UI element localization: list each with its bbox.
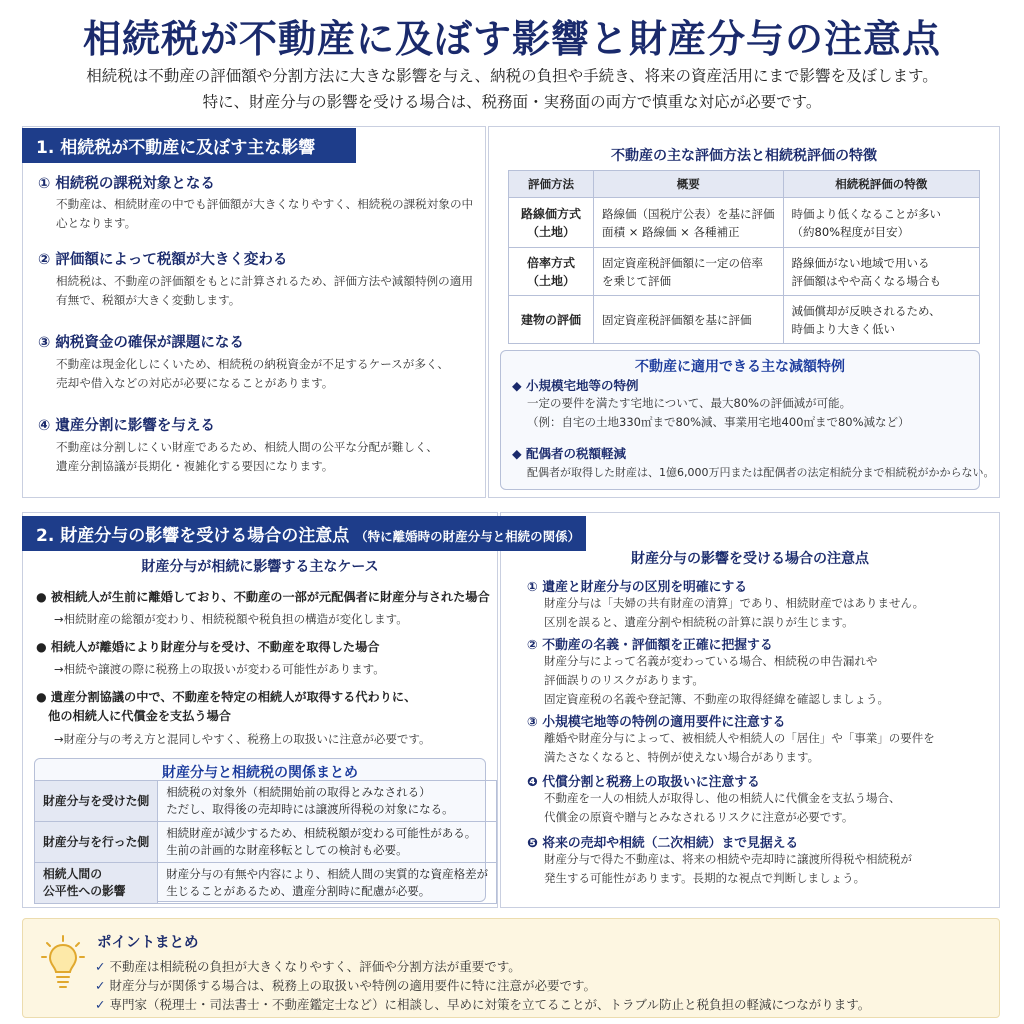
cell-line: 財産分与を行った側: [43, 834, 150, 849]
check-icon: ✓: [95, 959, 106, 974]
impact-item-4-text: [56, 438, 438, 476]
cell-line: （土地）: [527, 273, 576, 288]
cell-line: 固定資産税評価額に一定の倍率: [602, 255, 764, 270]
impact-item-4-line-2: 遺産分割協議が長期化・複雑化する要因になります。: [56, 459, 334, 473]
case-1-line-1: ● 被相続人が生前に離婚しており、不動産の一部が元配偶者に財産分与された場合: [36, 590, 490, 604]
relation-title: 財産分与と相続税の関係まとめ: [162, 765, 358, 781]
point-2-line-2: 評価誤りのリスクがあります。: [544, 673, 704, 687]
case-3-head: [36, 688, 416, 726]
page-title: 相続税が不動産に及ぼす影響と財産分与の注意点: [82, 17, 941, 61]
eval-cell-overview: [594, 296, 784, 344]
point-4-line-2: 代償金の原資や贈与とみなされるリスクに注意が必要です。: [544, 810, 854, 824]
summary-title: ポイントまとめ: [97, 935, 199, 951]
section2-title: [22, 516, 586, 551]
table-row: [509, 296, 980, 344]
point-2-text: [544, 652, 889, 709]
eval-cell-method: [509, 198, 594, 248]
table-row: [35, 863, 497, 904]
cell-line: （土地）: [527, 224, 576, 239]
point-1-text: [544, 594, 924, 632]
section2-title-main: 2. 財産分与の影響を受ける場合の注意点: [36, 526, 350, 546]
relation-row-text: [158, 781, 497, 822]
point-3-text: [544, 729, 935, 767]
cell-line: 財産分与を受けた側: [43, 793, 150, 808]
eval-cell-feature: [783, 296, 979, 344]
cell-line: 路線価がない地域で用いる: [791, 255, 930, 270]
eval-header-overview: 概要: [594, 171, 784, 198]
case-3-line-1: ● 遺産分割協議の中で、不動産を特定の相続人が取得する代わりに、: [36, 690, 417, 704]
impact-item-1-head: ① 相続税の課税対象となる: [38, 176, 215, 192]
point-5-head: ❺ 将来の売却や相続（二次相続）まで見据える: [527, 836, 799, 851]
point-3-line-2: 満たさなくなると、特例が使えない場合があります。: [544, 750, 820, 764]
point-1-line-2: 区別を誤ると、遺産分割や相続税の計算に誤りが生じます。: [544, 615, 854, 629]
eval-cell-method: [509, 296, 594, 344]
check-icon: ✓: [95, 978, 106, 993]
cell-line: ただし、取得後の売却時には譲渡所得税の対象になる。: [166, 802, 454, 816]
relation-table: [34, 780, 497, 904]
point-5-line-1: 財産分与で得た不動産は、将来の相続や売却時に譲渡所得税や相続税が: [544, 852, 912, 866]
case-1-head: [36, 588, 490, 607]
summary-item-1-text: 不動産は相続税の負担が大きくなりやすく、評価や分割方法が重要です。: [109, 959, 521, 974]
case-3-sub: →財産分与の考え方と混同しやすく、税務上の取扱いに注意が必要です。: [54, 732, 431, 746]
case-1-sub: →相続財産の総額が変わり、相続税額や税負担の構造が変化します。: [54, 612, 408, 626]
case-2-sub: →相続や譲渡の際に税務上の取扱いが変わる可能性があります。: [54, 662, 385, 676]
eval-table-header-row: [509, 171, 980, 198]
point-4-head: ❹ 代償分割と税務上の取扱いに注意する: [527, 775, 760, 790]
reduction-item-2-head: ◆ 配偶者の税額軽減: [512, 446, 626, 461]
table-row: [35, 822, 497, 863]
cell-line: 時価より低くなることが多い: [791, 206, 942, 221]
table-row: [509, 198, 980, 248]
eval-table: [508, 170, 980, 344]
point-5-text: [544, 850, 912, 888]
relation-row-label: [35, 822, 158, 863]
cell-line: 路線価方式: [521, 206, 582, 221]
impact-item-1-line-1: 不動産は、相続財産の中でも評価額が大きくなりやすく、相続税の課税対象の中: [56, 197, 474, 211]
cell-line: 路線価（国税庁公表）を基に評価: [602, 206, 775, 221]
cell-line: （約80%程度が目安）: [791, 224, 910, 239]
summary-item-3-text: 専門家（税理士・司法書士・不動産鑑定士など）に相談し、早めに対策を立てることが、トラブル防止と税負担の軽減につながります。: [109, 997, 871, 1012]
relation-row-label: [35, 781, 158, 822]
eval-cell-overview: [594, 198, 784, 248]
case-2-line-1: ● 相続人が離婚により財産分与を受け、不動産を取得した場合: [36, 640, 380, 654]
point-4-line-1: 不動産を一人の相続人が取得し、他の相続人に代償金を支払う場合、: [544, 791, 901, 805]
cell-line: を乗じて評価: [602, 273, 672, 288]
relation-row-text: [158, 863, 497, 904]
cell-line: 相続税の対象外（相続開始前の取得とみなされる）: [166, 785, 431, 799]
impact-item-3-line-2: 売却や借入などの対応が必要になることがあります。: [56, 376, 334, 390]
lead-text-2: 特に、財産分与の影響を受ける場合は、税務面・実務面の両方で慎重な対応が必要です。: [202, 93, 822, 111]
cell-line: 減価償却が反映されるため、: [791, 303, 941, 318]
point-1-line-1: 財産分与は「夫婦の共有財産の清算」であり、相続財産ではありません。: [544, 596, 925, 610]
eval-header-feature: 相続税評価の特徴: [783, 171, 979, 198]
cell-line: 生じることがあるため、遺産分割時に配慮が必要。: [166, 884, 431, 898]
impact-item-2-head: ② 評価額によって税額が大きく変わる: [38, 252, 288, 268]
summary-item-2-text: 財産分与が関係する場合は、税務上の取扱いや特例の適用要件に特に注意が必要です。: [109, 978, 596, 993]
eval-cell-feature: [783, 198, 979, 248]
case-2-head: [36, 638, 379, 657]
summary-item-2: [95, 976, 596, 994]
summary-box: [22, 918, 1000, 1018]
case-3-line-2: 他の相続人に代償金を支払う場合: [36, 709, 231, 723]
reduction-item-1-line-2: （例：自宅の土地330㎡まで80%減、事業用宅地400㎡まで80%減など）: [527, 415, 910, 429]
summary-item-1: [95, 957, 521, 975]
eval-cell-feature: [783, 248, 979, 296]
relation-row-label: [35, 863, 158, 904]
points-title: 財産分与の影響を受ける場合の注意点: [631, 551, 869, 567]
impact-item-3-head: ③ 納税資金の確保が課題になる: [38, 335, 244, 351]
cell-line: 財産分与の有無や内容により、相続人間の実質的な資産格差が: [166, 867, 489, 881]
reduction-item-2-line-1: 配偶者が取得した財産は、1億6,000万円または配偶者の法定相続分まで相続税がかからない。: [527, 466, 995, 479]
relation-row-text: [158, 822, 497, 863]
cell-line: 生前の計画的な財産移転としての検討も必要。: [166, 843, 408, 857]
cell-line: 固定資産税評価額を基に評価: [602, 312, 752, 327]
reduction-item-1-text: [527, 394, 910, 432]
cell-line: 建物の評価: [521, 312, 582, 327]
cell-line: 時価より大きく低い: [791, 321, 896, 336]
cell-line: 相続財産が減少するため、相続税額が変わる可能性がある。: [166, 826, 477, 840]
point-2-line-1: 財産分与によって名義が変わっている場合、相続税の申告漏れや: [544, 654, 878, 668]
cases-title: 財産分与が相続に影響する主なケース: [141, 559, 379, 575]
impact-item-1-text: [56, 195, 473, 233]
cell-line: 公平性への影響: [43, 884, 126, 898]
eval-table-title: 不動産の主な評価方法と相続税評価の特徴: [611, 148, 877, 164]
impact-item-3-text: [56, 355, 449, 393]
point-1-head: ① 遺産と財産分与の区別を明確にする: [527, 580, 748, 595]
point-2-head: ② 不動産の名義・評価額を正確に把握する: [527, 638, 773, 653]
reduction-item-1-head: ◆ 小規模宅地等の特例: [512, 378, 639, 393]
cell-line: 倍率方式: [527, 255, 576, 270]
point-3-head: ③ 小規模宅地等の特例の適用要件に注意する: [527, 715, 786, 730]
impact-item-4-head: ④ 遺産分割に影響を与える: [38, 418, 215, 434]
impact-item-4-line-1: 不動産は分割しにくい財産であるため、相続人間の公平な分配が難しく、: [56, 440, 438, 454]
impact-item-2-text: [56, 272, 473, 310]
table-row: [35, 781, 497, 822]
reduction-item-2-text: [527, 463, 995, 482]
cell-line: 面積 × 路線価 × 各種補正: [602, 224, 740, 239]
eval-cell-overview: [594, 248, 784, 296]
section1-title: 1. 相続税が不動産に及ぼす主な影響: [22, 128, 356, 163]
eval-header-method: 評価方法: [509, 171, 594, 198]
reduction-item-1-line-1: 一定の要件を満たす宅地について、最大80%の評価減が可能。: [527, 396, 852, 410]
reduction-title: 不動産に適用できる主な減額特例: [635, 359, 845, 375]
cell-line: 評価額はやや高くなる場合も: [791, 273, 942, 288]
lightbulb-icon: [41, 935, 85, 991]
point-2-line-3: 固定資産税の名義や登記簿、不動産の取得経緯を確認しましょう。: [544, 692, 889, 706]
section2-title-note: （特に離婚時の財産分与と相続の関係）: [355, 529, 581, 544]
table-row: [509, 248, 980, 296]
impact-item-2-line-1: 相続税は、不動産の評価額をもとに計算されるため、評価方法や減額特例の適用: [56, 274, 473, 288]
summary-item-3: [95, 995, 870, 1013]
impact-item-2-line-2: 有無で、税額が大きく変動します。: [56, 293, 241, 307]
lead-text-1: 相続税は不動産の評価額や分割方法に大きな影響を与え、納税の負担や手続き、将来の資産活用にまで影響を及ぼします。: [86, 67, 938, 85]
impact-item-3-line-1: 不動産は現金化しにくいため、相続税の納税資金が不足するケースが多く、: [56, 357, 449, 371]
check-icon: ✓: [95, 997, 106, 1012]
eval-cell-method: [509, 248, 594, 296]
impact-item-1-line-2: 心となります。: [56, 216, 137, 230]
point-5-line-2: 発生する可能性があります。長期的な視点で判断しましょう。: [544, 871, 866, 885]
cell-line: 相続人間の: [43, 867, 102, 881]
point-3-line-1: 離婚や財産分与によって、被相続人や相続人の「居住」や「事業」の要件を: [544, 731, 935, 745]
point-4-text: [544, 789, 901, 827]
